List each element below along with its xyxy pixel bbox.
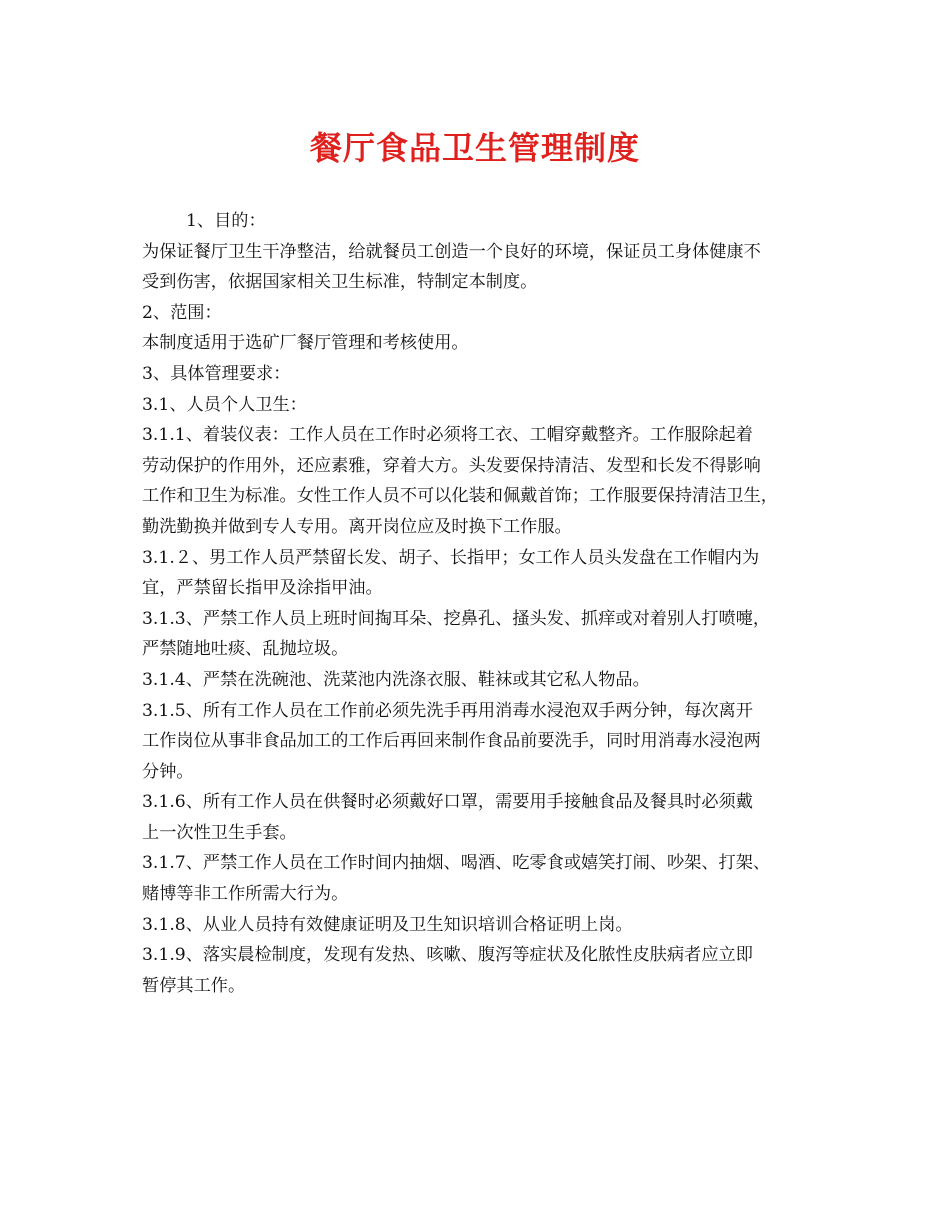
paragraph-line: 3.1.２、男工作人员严禁留长发、胡子、长指甲；女工作人员头发盘在工作帽内为 <box>142 547 760 568</box>
paragraph-line: 3.1.6、所有工作人员在供餐时必须戴好口罩，需要用手接触食品及餐具时必须戴 <box>142 792 753 813</box>
paragraph-line: 勤洗勤换并做到专人专用。离开岗位应及时换下工作服。 <box>142 516 572 537</box>
document-title: 餐厅食品卫生管理制度 <box>309 129 640 167</box>
paragraph-line: 暂停其工作。 <box>142 975 246 996</box>
paragraph-line: 3.1.8、从业人员持有效健康证明及卫生知识培训合格证明上岗。 <box>142 914 633 935</box>
paragraph-line: 3.1.5、所有工作人员在工作前必须先洗手再用消毒水浸泡双手两分钟，每次离开 <box>142 700 753 721</box>
paragraph-line: 工作岗位从事非食品加工的工作后再回来制作食品前要洗手，同时用消毒水浸泡两 <box>142 731 761 752</box>
paragraph-line: 宜，严禁留长指甲及涂指甲油。 <box>142 578 383 599</box>
paragraph-line: 上一次性卫生手套。 <box>142 822 297 843</box>
section-heading-purpose: 1、目的： <box>186 211 266 231</box>
section-heading-scope: 2、范围： <box>142 302 222 323</box>
paragraph-line: 受到伤害，依据国家相关卫生标准，特制定本制度。 <box>142 272 538 293</box>
paragraph-line: 3.1.1、着装仪表：工作人员在工作时必须将工衣、工帽穿戴整齐。工作服除起着 <box>142 425 753 446</box>
paragraph-line: 本制度适用于选矿厂餐厅管理和考核使用。 <box>142 333 469 354</box>
paragraph-line: 严禁随地吐痰、乱抛垃圾。 <box>142 639 349 660</box>
paragraph-line: 工作和卫生为标准。女性工作人员不可以化装和佩戴首饰；工作服要保持清洁卫生， <box>142 486 778 507</box>
paragraph-line: 3.1.3、严禁工作人员上班时间掏耳朵、挖鼻孔、搔头发、抓痒或对着别人打喷嚏， <box>142 608 771 629</box>
paragraph-line: 3.1.9、落实晨检制度，发现有发热、咳嗽、腹泻等症状及化脓性皮肤病者应立即 <box>142 945 753 966</box>
subsection-heading-personal-hygiene: 3.1、人员个人卫生： <box>142 394 307 415</box>
paragraph-line: 为保证餐厅卫生干净整洁，给就餐员工创造一个良好的环境，保证员工身体健康不 <box>142 241 761 262</box>
paragraph-line: 赌博等非工作所需大行为。 <box>142 884 349 905</box>
paragraph-line: 3.1.7、严禁工作人员在工作时间内抽烟、喝酒、吃零食或嬉笑打闹、吵架、打架、 <box>142 853 771 874</box>
paragraph-line: 分钟。 <box>142 761 194 782</box>
section-heading-requirements: 3、具体管理要求： <box>142 363 291 384</box>
paragraph-line: 劳动保护的作用外，还应素雅，穿着大方。头发要保持清洁、发型和长发不得影响 <box>142 455 761 476</box>
paragraph-line: 3.1.4、严禁在洗碗池、洗菜池内洗涤衣服、鞋袜或其它私人物品。 <box>142 669 650 690</box>
document-body <box>142 206 817 1001</box>
